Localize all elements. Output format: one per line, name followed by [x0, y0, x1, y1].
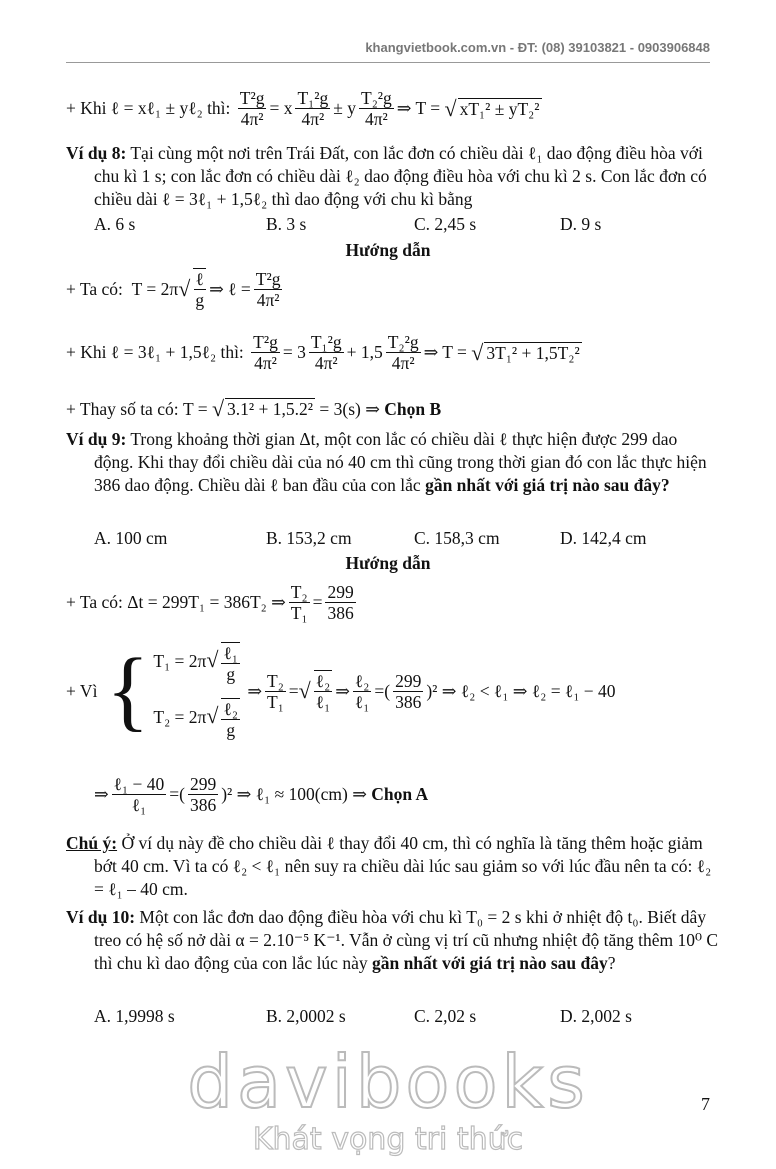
option-a: A. 6 s [94, 214, 136, 234]
option-b: B. 153,2 cm [266, 528, 352, 548]
step-label: + Ta có: [66, 278, 123, 299]
example-8-label: Ví dụ 8: [66, 143, 127, 163]
example-9-text: Trong khoảng thời gian Δt, một con lắc có chiều dài ℓ thực hiện được 299 dao động. Khi thay đổi chiều dài của nó 40 cm thì cũng trong thời gian đó con lắc thực hiện 386 dao động. Chiều dài ℓ ban đầu của con lắc [94, 429, 707, 495]
header-rule [66, 62, 710, 63]
example-10-question: gần nhất với giá trị nào sau đây [371, 953, 608, 973]
vd9-step2: + Vì { T₁ = 2π√ $\frac{\text{ℓ₁}}{g}$ T₂ = 2π√ $\frac{\text{ℓ₂}}{g}$ ⇒ $\frac{\text{T₂}}{\text{T₁}}$ = √ $\frac{\text{ℓ₂}}{\text{ℓ₁}}$ ⇒ $\frac{\text{ℓ₂}}{\text{ℓ₁}}$ =( $\frac{299}{386}$ )² ⇒ ℓ₂ < ℓ₁ ⇒ ℓ₂ = ℓ₁ − 40 [66, 641, 616, 740]
example-9-question: gần nhất với giá trị nào sau đây? [425, 475, 670, 495]
example-10-text: Một con lắc đơn dao động điều hòa với chu kì T₀ = 2 s khi ở nhiệt độ t₀. Biết dây treo có hệ số nở dài α = 2.10⁻⁵ K⁻¹. Vẫn ở cùng vị trí cũ nhưng nhiệt độ tăng thêm 10⁰ C thì chu kì dao động của con lắc lúc này [94, 907, 719, 973]
vd9-step3: ⇒ $\frac{\text{ℓ₁ − 40}}{\text{ℓ₁}}$ =( $\frac{299}{386}$ )² ⇒ ℓ₁ ≈ 100(cm) ⇒ Chọn A [94, 774, 429, 815]
step-label: + Vì [66, 680, 98, 701]
note-label: Chú ý: [66, 833, 118, 853]
option-b: B. 3 s [266, 214, 307, 234]
option-a: A. 100 cm [94, 528, 168, 548]
option-c: C. 2,45 s [414, 214, 477, 234]
example-10-end: ? [607, 953, 616, 973]
option-d: D. 142,4 cm [560, 528, 647, 548]
example-10 [66, 906, 718, 975]
page-number: 7 [701, 1094, 710, 1114]
option-a: A. 1,9998 s [94, 1006, 175, 1026]
guide-heading: Hướng dẫn [345, 553, 431, 573]
header-site: khangvietbook.com.vn - ĐT: (08) 39103821 - 0903906848 [365, 40, 710, 55]
option-c: C. 2,02 s [414, 1006, 477, 1026]
guide-heading: Hướng dẫn [345, 240, 431, 260]
option-b: B. 2,0002 s [266, 1006, 346, 1026]
vd8-step3: + Thay số ta có: T = √ 3.1² + 1,5.2² = 3(s) ⇒ Chọn B [66, 396, 442, 421]
option-d: D. 9 s [560, 214, 602, 234]
option-d: D. 2,002 s [560, 1006, 632, 1026]
step-label: + Ta có: [66, 592, 123, 612]
vd9-step1: + Ta có: Δt = 299T₁ = 386T₂ ⇒ $\frac{\text{T₂}}{\text{T₁}}$ = $\frac{299}{386}$ [66, 582, 354, 623]
watermark-slogan: Khát vọng tri thức [252, 1122, 524, 1157]
example-9-label: Ví dụ 9: [66, 429, 127, 449]
formula-line-0: + Khi ℓ = xℓ₁ ± yℓ₂ thì: $\frac{\text{T²g}}{\text{4π²}}$ = x $\frac{\text{T₁²g}}{\text{4π²}}$ ± y $\frac{\text{T₂²g}}{\text{4π²}}$ ⇒ T = √ xT₁² ± yT₂² [66, 88, 540, 129]
option-c: C. 158,3 cm [414, 528, 500, 548]
note [66, 832, 718, 901]
note-text: Ở ví dụ này đề cho chiều dài ℓ thay đổi 40 cm, thì có nghĩa là tăng thêm hoặc giảm bớt 40 cm. Vì ta có ℓ₂ < ℓ₁ nên suy ra chiều dài lúc sau giảm so với lúc đầu nên ta có: ℓ₂ = ℓ₁ – 40 cm. [94, 833, 712, 899]
example-9 [66, 428, 718, 497]
vd8-step2: + Khi ℓ = 3ℓ₁ + 1,5ℓ₂ thì: $\frac{\text{T²g}}{\text{4π²}}$ = 3 $\frac{\text{T₁²g}}{\text{4π²}}$ + 1,5 $\frac{\text{T₂²g}}{\text{4π²}}$ ⇒ T = √ 3T₁² + 1,5T₂² [66, 332, 580, 373]
vd8-step1: + Ta có: T = 2π √ $\frac{\text{ℓ}}{g}$ ⇒ ℓ = $\frac{\text{T²g}}{\text{4π²}}$ [66, 268, 281, 310]
answer-b: Chọn B [384, 398, 442, 419]
answer-a: Chọn A [371, 784, 429, 804]
example-8-text: Tại cùng một nơi trên Trái Đất, con lắc đơn có chiều dài ℓ₁ dao động điều hòa với chu kì 1 s; con lắc đơn có chiều dài ℓ₂ dao động điều hòa với chu kì 2 s. Con lắc đơn có chiều dài ℓ = 3ℓ₁ + 1,5ℓ₂ thì dao động với chu kì bằng [94, 143, 707, 209]
step-label: + Khi ℓ = 3ℓ₁ + 1,5ℓ₂ thì: [66, 342, 244, 362]
example-10-label: Ví dụ 10: [66, 907, 136, 927]
watermark-brand: davibooks [187, 1040, 589, 1124]
step-label: + Thay số ta có: [66, 398, 179, 419]
formula-prefix: + Khi ℓ = xℓ₁ ± yℓ₂ thì: [66, 98, 231, 118]
example-8 [66, 142, 718, 211]
